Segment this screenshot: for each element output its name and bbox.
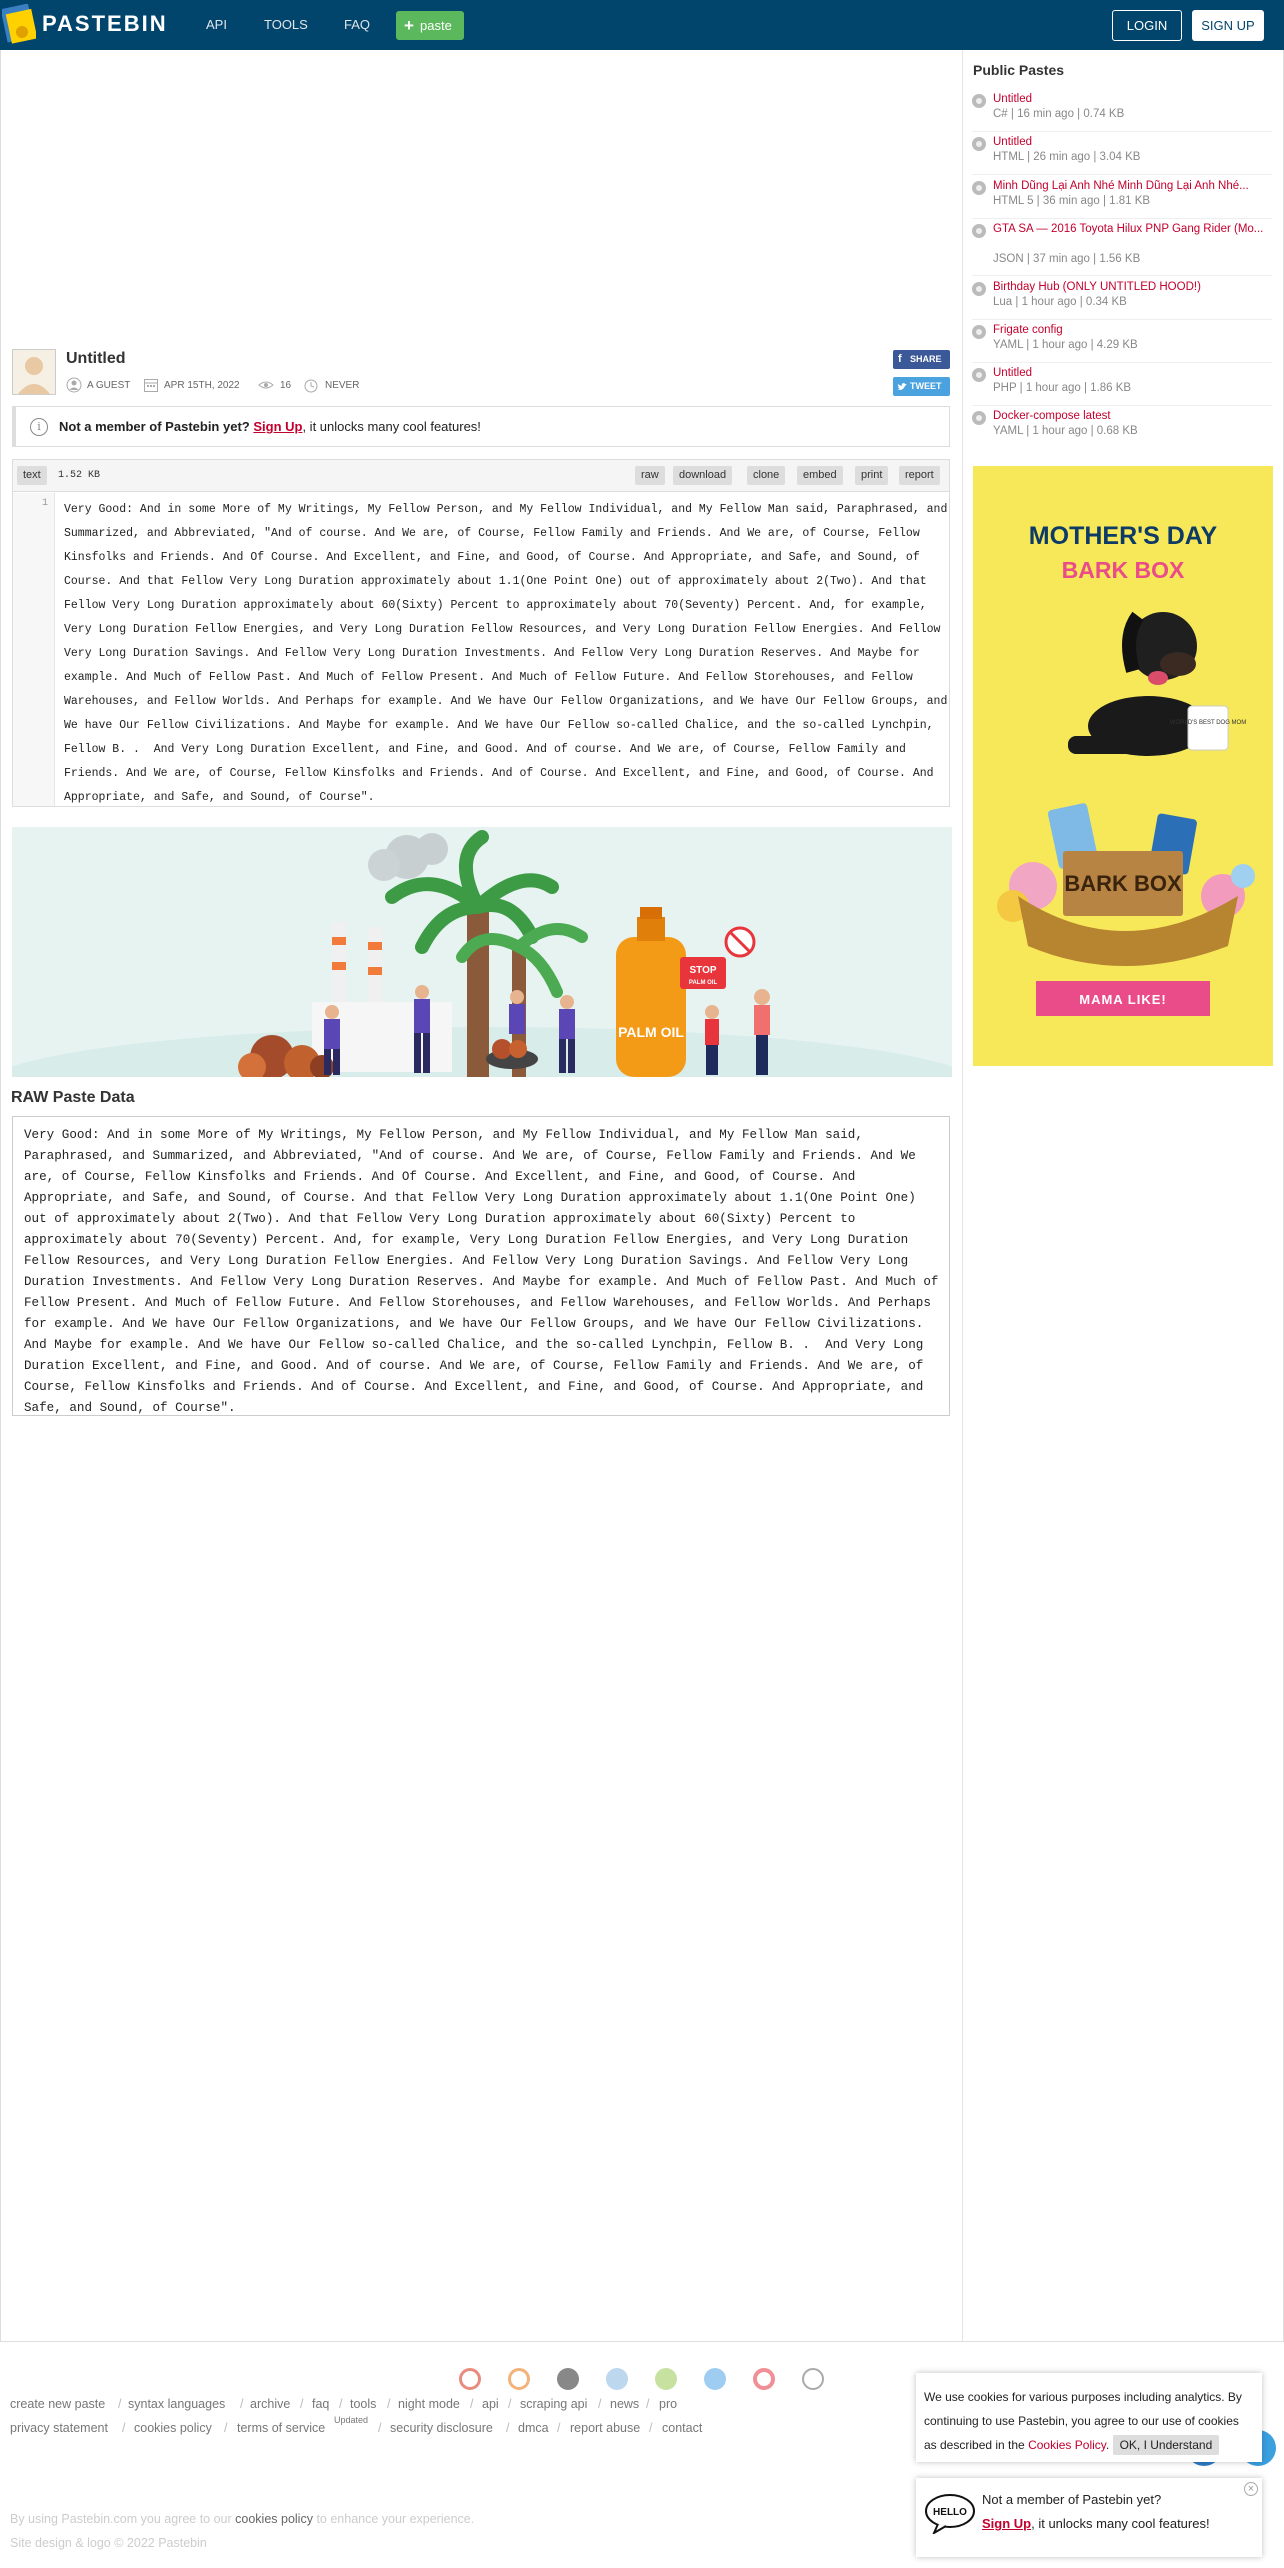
cookie-policy-link[interactable]: Cookies Policy xyxy=(1028,2438,1106,2452)
code-toolbar xyxy=(13,460,949,492)
share-label: SHARE xyxy=(910,354,942,364)
plus-icon: + xyxy=(404,16,414,35)
public-paste-meta: Lua | 1 hour ago | 0.34 KB xyxy=(993,296,1127,308)
user-icon xyxy=(66,377,82,393)
code-box xyxy=(12,459,955,807)
public-paste-item[interactable] xyxy=(972,366,1272,406)
public-paste-meta: HTML 5 | 36 min ago | 1.81 KB xyxy=(993,195,1151,207)
pastebin-logo-icon[interactable] xyxy=(2,4,36,44)
line-number: 1 xyxy=(41,498,48,509)
member-notice xyxy=(12,406,950,447)
footer-tools[interactable]: tools xyxy=(350,2397,377,2411)
public-paste-title[interactable]: Frigate config xyxy=(993,324,1063,336)
new-paste-label: paste xyxy=(420,18,452,33)
footer-note-post: to enhance your experience. xyxy=(316,2512,475,2526)
facebook-icon: f xyxy=(898,353,902,365)
avatar xyxy=(12,349,56,395)
new-paste-button[interactable] xyxy=(396,11,464,40)
footer-separator: / xyxy=(300,2397,304,2411)
nav-api[interactable]: API xyxy=(206,17,227,32)
notice-lead: Not a member of Pastebin yet? xyxy=(59,419,250,434)
footer-separator: / xyxy=(646,2397,650,2411)
footer-separator: / xyxy=(508,2397,512,2411)
public-paste-meta: PHP | 1 hour ago | 1.86 KB xyxy=(993,382,1132,394)
calendar-icon xyxy=(143,377,159,393)
ad-headline: MOTHER'S DAY xyxy=(1028,522,1218,550)
box-text: BARK BOX xyxy=(1064,871,1182,896)
public-paste-item[interactable] xyxy=(972,280,1272,320)
windows-icon[interactable] xyxy=(606,2368,628,2390)
chrome-icon[interactable] xyxy=(459,2368,481,2390)
clone-button[interactable]: clone xyxy=(747,466,785,485)
footer-copyright: Site design & logo © 2022 Pastebin xyxy=(10,2536,207,2550)
footer-note-pre: By using Pastebin.com you agree to our xyxy=(10,2512,232,2526)
raw-button[interactable]: raw xyxy=(635,466,665,485)
notice-rest: , it unlocks many cool features! xyxy=(302,419,481,434)
bottle-label: PALM OIL xyxy=(618,1024,684,1040)
footer-separator: / xyxy=(240,2397,244,2411)
cookie-consent-banner: We use cookies for various purposes including analytics. By continuing to use Pastebin, you agree to our use of cookies as described in the Cookies Policy. OK, I Understand xyxy=(916,2373,1262,2462)
footer-syntax-languages[interactable]: syntax languages xyxy=(128,2397,226,2411)
login-button[interactable]: LOGIN xyxy=(1112,10,1182,41)
member-popup-line2 xyxy=(982,2516,1210,2531)
ad-cta-button[interactable]: MAMA LIKE! xyxy=(1079,992,1167,1007)
footer-separator: / xyxy=(224,2421,228,2435)
footer-cookies-policy[interactable]: cookies policy xyxy=(134,2421,212,2435)
public-paste-title[interactable]: Docker-compose latest xyxy=(993,410,1111,422)
apple-icon[interactable] xyxy=(557,2368,579,2390)
public-paste-title[interactable]: Untitled xyxy=(993,93,1032,105)
public-paste-meta: YAML | 1 hour ago | 4.29 KB xyxy=(993,339,1138,351)
public-paste-title[interactable]: GTA SA — 2016 Toyota Hilux PNP Gang Rider (Mo... xyxy=(993,223,1264,235)
paste-date: APR 15TH, 2022 xyxy=(164,380,240,391)
footer-separator: / xyxy=(339,2397,343,2411)
globe-icon xyxy=(972,368,986,382)
public-paste-meta: JSON | 37 min ago | 1.56 KB xyxy=(993,253,1141,265)
globe-icon xyxy=(972,224,986,238)
globe-icon xyxy=(972,181,986,195)
public-paste-item[interactable] xyxy=(972,409,1272,449)
paste-author[interactable]: A GUEST xyxy=(87,380,131,391)
code-content[interactable]: Very Good: And in some More of My Writings, My Fellow Person, and My Fellow Individual, and My Fellow Man said, Paraphrased, and Summarized, and Abbreviated, "And of course. And We are, of Course, Fellow Family and Friends. And We are, of Course, Fellow Kinsfolks and Friends. And Of Course. And Excellent, and Fine, and Good, of Course. And Appropriate, and Safe, and Sound, of Course. And that Fellow Very Long Duration approximately about 1.1(One Point One) out of approximately about 2(Two). And that Fellow Very Long Duration approximately about 60(Sixty) Percent to approximately about 70(Seventy) Percent. And, for example, Very Long Duration Fellow Energies, and Very Long Duration Fellow Resources, and Very Long Duration Fellow Energies. And Fellow Very Long Duration Savings. And Fellow Very Long Duration Investments. And Fellow Very Long Duration Reserves. And Maybe for example. And Much of Fellow Past. And Much of Fellow Present. And Much of Fellow Future. And Fellow Storehouses, and Fellow Warehouses, and Fellow Worlds. And Perhaps for example. And We have Our Fellow Organizations, and We have Our Fellow Groups, and We have Our Fellow Civilizations. And Maybe for example. And We have Our Fellow so-called Chalice, and the so-called Lynchpin, Fellow B. . And Very Long Duration Excellent, and Fine, and Good. And of course. And We are, of Course, Fellow Family and Friends. And We are, of Course, Fellow Kinsfolks and Friends. And of Course. And Excellent, and Fine, and Good, of Course. And Appropriate, and Safe, and Sound, of Course". xyxy=(64,503,955,804)
public-paste-item[interactable] xyxy=(972,135,1272,175)
footer-report-abuse[interactable]: report abuse xyxy=(570,2421,641,2435)
paste-expiry: NEVER xyxy=(325,380,360,391)
globe-icon xyxy=(972,282,986,296)
footer-separator: / xyxy=(122,2421,126,2435)
cookie-accept-button[interactable]: OK, I Understand xyxy=(1113,2435,1220,2455)
public-paste-item[interactable] xyxy=(972,179,1272,219)
close-icon[interactable]: × xyxy=(1244,2482,1258,2496)
globe-icon xyxy=(972,137,986,151)
paste-title: Untitled xyxy=(66,350,126,367)
public-paste-item[interactable] xyxy=(972,92,1272,132)
cookie-text: We use cookies for various purposes including analytics. By continuing to use Pastebin, you agree to our use of cookies as described in the xyxy=(924,2390,1242,2452)
globe-icon xyxy=(972,94,986,108)
eye-icon xyxy=(258,377,274,393)
public-paste-meta: C# | 16 min ago | 0.74 KB xyxy=(993,108,1125,120)
embed-button[interactable]: embed xyxy=(797,466,843,485)
footer-separator: / xyxy=(118,2397,122,2411)
footer-separator: / xyxy=(378,2421,382,2435)
twitter-share-button[interactable] xyxy=(893,377,950,396)
palm-oil-illustration xyxy=(12,827,952,1077)
footer-create-new-paste[interactable]: create new paste xyxy=(10,2397,106,2411)
footer-faq[interactable]: faq xyxy=(312,2397,330,2411)
signup-button[interactable]: SIGN UP xyxy=(1192,10,1264,41)
footer-archive[interactable]: archive xyxy=(250,2397,291,2411)
opera-icon[interactable] xyxy=(753,2368,775,2390)
sidebar-divider xyxy=(962,50,963,2342)
footer-pro[interactable]: pro xyxy=(659,2397,678,2411)
footer-scraping-api[interactable]: scraping api xyxy=(520,2397,588,2411)
ad-brand: BARK BOX xyxy=(1061,557,1185,583)
public-paste-meta: HTML | 26 min ago | 3.04 KB xyxy=(993,151,1141,163)
public-paste-title[interactable]: Birthday Hub (ONLY UNTITLED HOOD!) xyxy=(993,281,1201,293)
notice-signup-link[interactable]: Sign Up xyxy=(253,419,303,434)
footer-separator: / xyxy=(506,2421,510,2435)
ad-banner[interactable] xyxy=(12,827,952,1077)
info-icon: i xyxy=(30,418,48,436)
paste-views: 16 xyxy=(280,380,292,391)
footer-contact[interactable]: contact xyxy=(662,2421,703,2435)
brand-name[interactable]: PASTEBIN xyxy=(42,11,168,36)
nav-faq[interactable]: FAQ xyxy=(344,17,371,32)
footer-separator: / xyxy=(470,2397,474,2411)
hello-badge-text: HELLO xyxy=(933,2507,967,2518)
footer-updated-badge: Updated xyxy=(334,2415,369,2425)
guest-avatar-icon xyxy=(13,350,55,394)
footer-separator: / xyxy=(387,2397,391,2411)
top-navbar xyxy=(0,0,1284,50)
syntax-tag[interactable]: text xyxy=(17,466,47,485)
footer-terms-of-service[interactable]: terms of service xyxy=(237,2421,326,2435)
public-paste-title[interactable]: Minh Dũng Lại Anh Nhé Minh Dũng Lại Anh Nhé... xyxy=(993,180,1249,192)
print-button[interactable]: print xyxy=(855,466,888,485)
footer-night-mode[interactable]: night mode xyxy=(398,2397,460,2411)
report-button[interactable]: report xyxy=(899,466,940,485)
tweet-label: TWEET xyxy=(910,381,942,391)
stop-sign-label: STOP xyxy=(689,965,717,976)
download-button[interactable]: download xyxy=(673,466,732,485)
edge-icon[interactable] xyxy=(704,2368,726,2390)
line-number-gutter xyxy=(13,493,55,806)
brave-icon[interactable] xyxy=(802,2368,824,2390)
hello-speech-bubble-icon xyxy=(924,2492,976,2534)
android-icon[interactable] xyxy=(655,2368,677,2390)
notice-text xyxy=(59,419,481,434)
footer-news[interactable]: news xyxy=(610,2397,640,2411)
globe-icon xyxy=(972,325,986,339)
footer-privacy-statement[interactable]: privacy statement xyxy=(10,2421,108,2435)
public-paste-item[interactable] xyxy=(972,323,1272,363)
member-popup-signup-link[interactable]: Sign Up xyxy=(982,2516,1032,2531)
mug-text: WORLD'S BEST DOG MOM xyxy=(1169,720,1247,726)
public-pastes-heading: Public Pastes xyxy=(973,62,1065,78)
facebook-share-button[interactable] xyxy=(893,350,950,369)
public-paste-item[interactable] xyxy=(972,222,1272,276)
footer-separator: / xyxy=(598,2397,602,2411)
nav-tools[interactable]: TOOLS xyxy=(264,17,308,32)
paste-size: 1.52 KB xyxy=(58,470,101,481)
public-paste-title[interactable]: Untitled xyxy=(993,367,1032,379)
expiry-icon xyxy=(303,377,319,393)
twitter-bird-icon xyxy=(897,382,907,391)
globe-icon xyxy=(972,411,986,425)
raw-data-heading: RAW Paste Data xyxy=(11,1089,135,1106)
stop-sign-sub: PALM OIL xyxy=(688,980,718,986)
firefox-icon[interactable] xyxy=(508,2368,530,2390)
raw-paste-textarea[interactable]: Very Good: And in some More of My Writings, My Fellow Person, and My Fellow Individual, and My Fellow Man said, Paraphrased, and Summarized, and Abbreviated, "And of course. And We are, of Course, Fellow Family and Friends. And We are, of Course, Fellow Kinsfolks and Friends. And Of Course. And Excellent, and Fine, and Good, of Course. And Appropriate, and Safe, and Sound, of Course. And that Fellow Very Long Duration approximately about 1.1(One Point One) out of approximately about 2(Two). And that Fellow Very Long Duration approximately about 60(Sixty) Percent to approximately about 70(Seventy) Percent. And, for example, Very Long Duration Fellow Energies, and Very Long Duration Fellow Resources, and Very Long Duration Fellow Energies. And Fellow Very Long Duration Savings. And Fellow Very Long Duration Investments. And Fellow Very Long Duration Reserves. And Maybe for example. And Much of Fellow Past. And Much of Fellow Present. And Much of Fellow Future. And Fellow Storehouses, and Fellow Warehouses, and Fellow Worlds. And Perhaps for example. And We have Our Fellow Organizations, and We have Our Fellow Groups, and We have Our Fellow Civilizations. And Maybe for example. And We have Our Fellow so-called Chalice, and the so-called Lynchpin, Fellow B. . And Very Long Duration Excellent, and Fine, and Good. And of course. And We are, of Course, Fellow Family and Friends. And We are, of Course, Fellow Kinsfolks and Friends. And of Course. And Excellent, and Fine, and Good, of Course. And Appropriate, and Safe, and Sound, of Course". xyxy=(12,1116,950,1416)
public-paste-title[interactable]: Untitled xyxy=(993,136,1032,148)
footer-security-disclosure[interactable]: security disclosure xyxy=(390,2421,493,2435)
member-popup xyxy=(916,2478,1262,2557)
footer-dmca[interactable]: dmca xyxy=(518,2421,549,2435)
footer-separator: / xyxy=(557,2421,561,2435)
member-popup-line1: Not a member of Pastebin yet? xyxy=(982,2492,1162,2507)
footer-cookie-note xyxy=(10,2512,474,2526)
footer-api[interactable]: api xyxy=(482,2397,499,2411)
sidebar-ad[interactable] xyxy=(973,466,1273,1066)
footer-separator: / xyxy=(649,2421,653,2435)
footer-cookies-link[interactable]: cookies policy xyxy=(235,2512,313,2526)
member-popup-rest: , it unlocks many cool features! xyxy=(1031,2516,1210,2531)
public-paste-meta: YAML | 1 hour ago | 0.68 KB xyxy=(993,425,1138,437)
barkbox-ad-illustration xyxy=(973,466,1273,1066)
